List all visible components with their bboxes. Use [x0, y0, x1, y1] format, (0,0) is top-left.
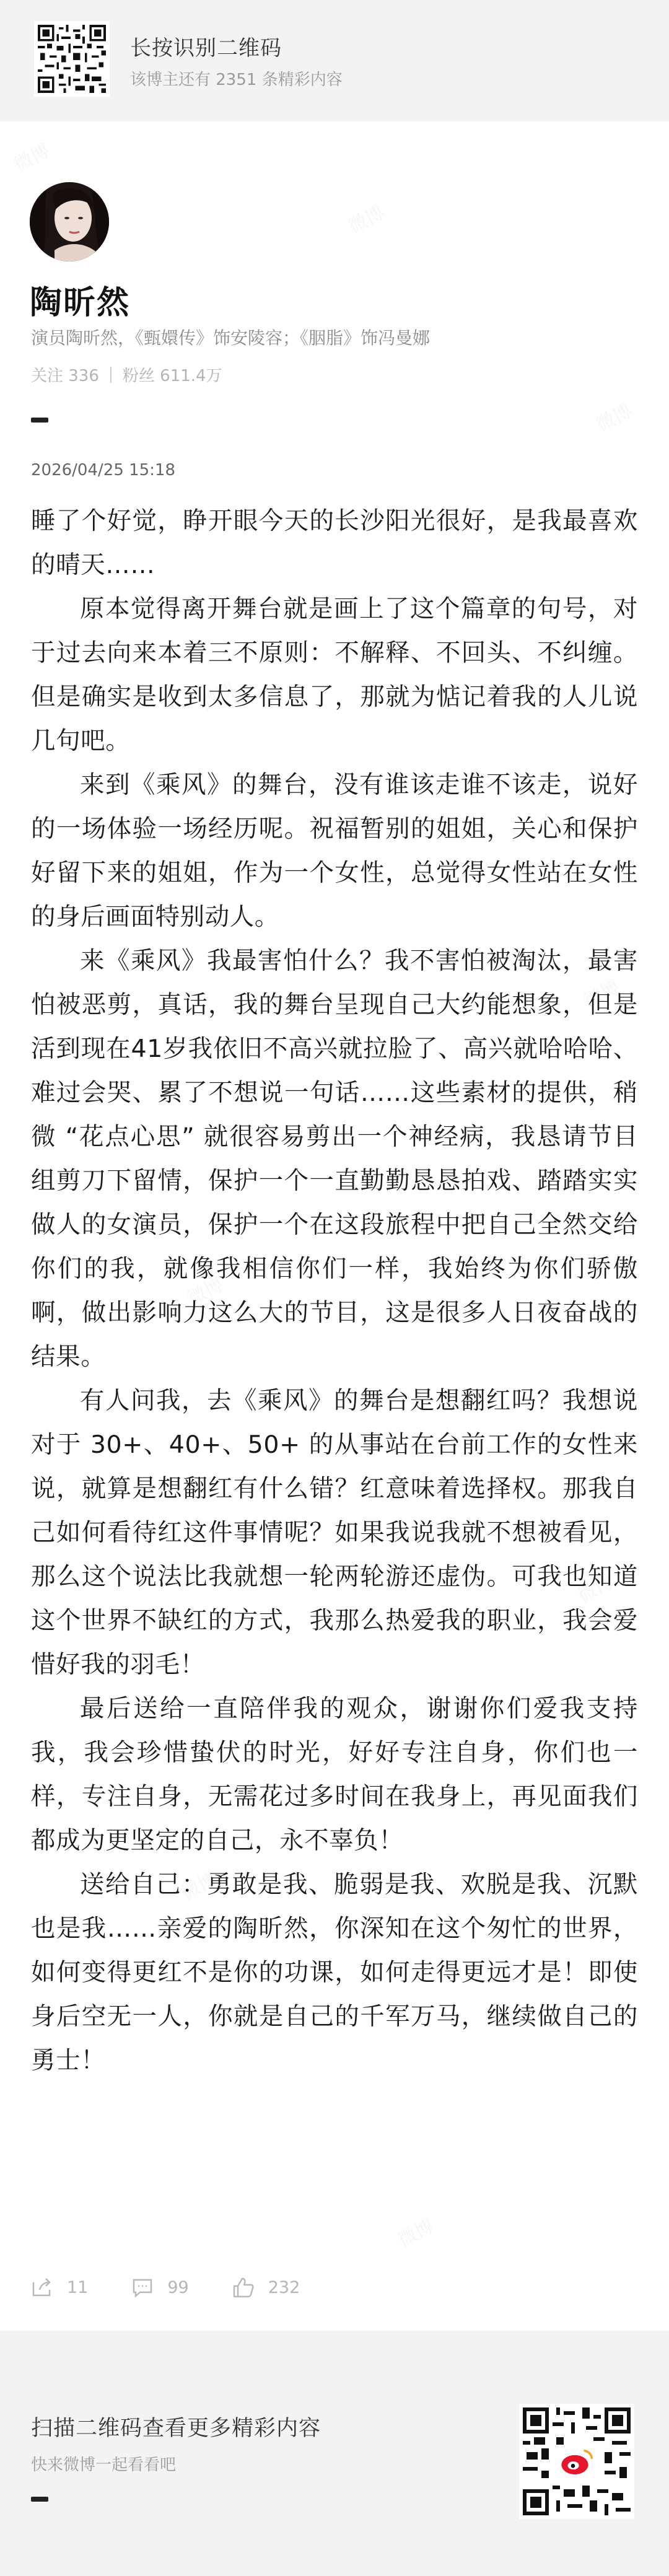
- weibo-post-card: [0, 121, 669, 2331]
- repost-count: 11: [67, 2277, 89, 2297]
- profile-stats: [31, 363, 222, 386]
- post-body: [31, 499, 638, 2083]
- qr-code-icon[interactable]: [34, 21, 110, 97]
- post-timestamp: 2026/04/25 15:18: [31, 461, 176, 480]
- repost-icon: [31, 2276, 53, 2298]
- post-actions: [31, 2276, 343, 2298]
- bottom-qr-banner: [0, 2331, 669, 2576]
- post-paragraph: 来《乘风》我最害怕什么？我不害怕被淘汰，最害怕被恶剪，真话，我的舞台呈现自己大约能想象，但是活到现在41岁我依旧不高兴就拉脸了、高兴就哈哈哈、难过会哭、累了不想说一句话……这些素材的提供，稍微 “花点心思” 就很容易剪出一个神经病，我恳请节目组剪刀下留情，保护一个一直勤勤恳恳拍戏、踏踏实实做人的女演员，保护一个在这段旅程中把自己全然交给你们的我，就像我相信你们一样，我始终为你们骄傲啊，做出影响力这么大的节目，这是很多人日夜奋战的结果。: [31, 947, 638, 1371]
- post-paragraph: 来到《乘风》的舞台，没有谁该走谁不该走，说好的一场体验一场经历呢。祝福暂别的姐姐，关心和保护好留下来的姐姐，作为一个女性，总觉得女性站在女性的身后画面特别动人。: [31, 771, 638, 931]
- like-count: 232: [268, 2277, 300, 2297]
- top-qr-banner: [0, 0, 669, 121]
- bottom-banner-subtitle: 快来微博一起看看吧: [31, 2456, 177, 2474]
- qr-banner-subtitle: 该博主还有 2351 条精彩内容: [130, 71, 343, 89]
- post-paragraph: 最后送给一直陪伴我的观众，谢谢你们爱我支持我，我会珍惜蛰伏的时光，好好专注自身，你们也一样，专注自身，无需花过多时间在我身上，再见面我们都成为更坚定的自己，永不辜负！: [31, 1694, 638, 1855]
- following-count[interactable]: 关注 336: [31, 367, 99, 385]
- comment-button[interactable]: [131, 2276, 188, 2298]
- avatar[interactable]: [30, 182, 109, 261]
- qr-banner-title: 长按识别二维码: [130, 36, 282, 61]
- comment-count: 99: [167, 2277, 189, 2297]
- profile-name[interactable]: 陶昕然: [30, 284, 131, 322]
- post-paragraph: 送给自己：勇敢是我、脆弱是我、欢脱是我、沉默也是我……亲爱的陶昕然，你深知在这个匆忙的世界，如何变得更红不是你的功课，如何走得更远才是！即使身后空无一人，你就是自己的千军万马，继续做自己的勇士！: [31, 1870, 638, 2075]
- thumbs-up-icon: [232, 2276, 255, 2298]
- like-button[interactable]: [232, 2276, 300, 2298]
- accent-divider: [31, 2497, 48, 2502]
- accent-divider: [31, 418, 48, 423]
- post-paragraph: 睡了个好觉，睁开眼今天的长沙阳光很好，是我最喜欢的晴天……: [31, 507, 638, 579]
- comment-icon: [131, 2276, 154, 2298]
- weibo-qr-code-icon[interactable]: [519, 2404, 634, 2519]
- followers-count[interactable]: 粉丝 611.4万: [122, 367, 222, 385]
- repost-button[interactable]: [31, 2276, 88, 2298]
- post-paragraph: 原本觉得离开舞台就是画上了这个篇章的句号，对于过去向来本着三不原则：不解释、不回头、不纠缠。但是确实是收到太多信息了，那就为惦记着我的人儿说几句吧。: [31, 595, 638, 755]
- stats-divider: [110, 367, 112, 383]
- profile-bio: 演员陶昕然，《甄嬛传》饰安陵容；《胭脂》饰冯曼娜: [31, 328, 431, 348]
- post-paragraph: 有人问我，去《乘风》的舞台是想翻红吗？我想说对于 30+、40+、50+ 的从事站在台前工作的女性来说，就算是想翻红有什么错？红意味着选择权。那我自己如何看待红这件事情呢？如果我说我就不想被看见，那么这个说法比我就想一轮两轮游还虚伪。可我也知道这个世界不缺红的方式，我那么热爱我的职业，我会爱惜好我的羽毛！: [31, 1387, 638, 1679]
- bottom-banner-title: 扫描二维码查看更多精彩内容: [31, 2416, 321, 2441]
